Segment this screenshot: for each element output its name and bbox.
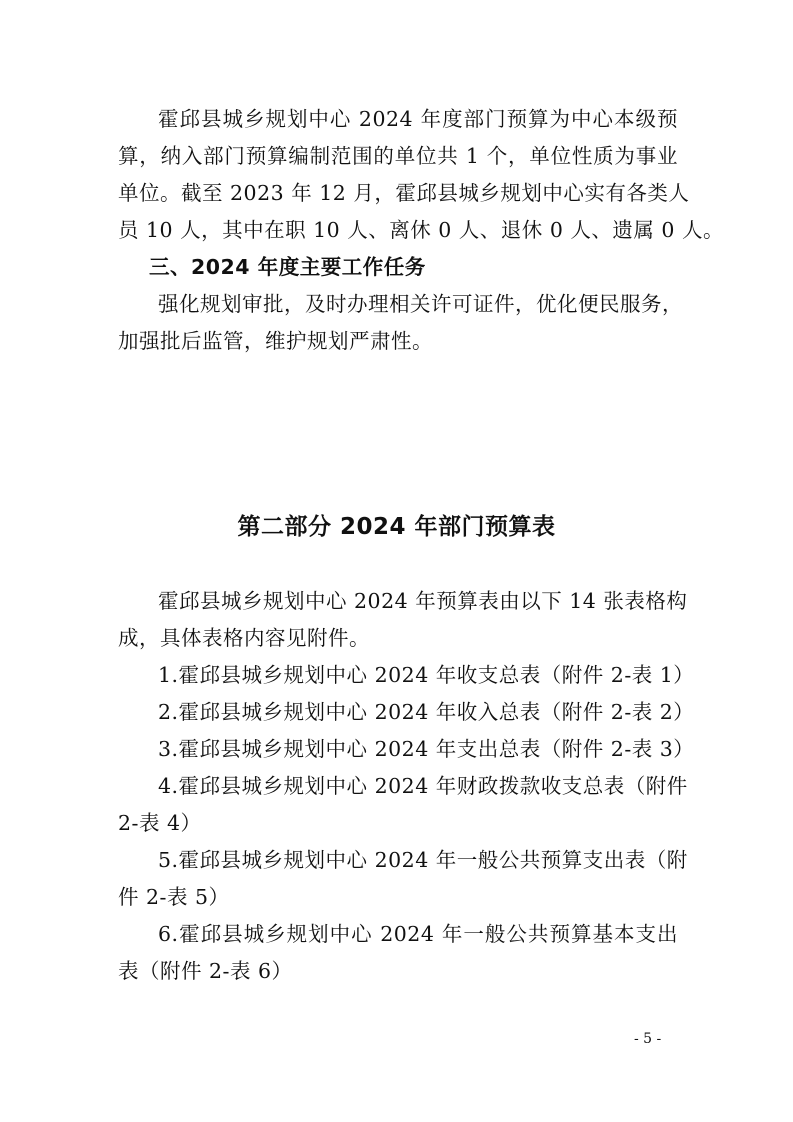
table-list-item: 3.霍邱县城乡规划中心 2024 年支出总表（附件 2-表 3） (158, 737, 695, 761)
section-heading: 三、2024 年度主要工作任务 (149, 255, 426, 279)
intro-line: 霍邱县城乡规划中心 2024 年预算表由以下 14 张表格构 (158, 589, 688, 613)
table-list-item: 5.霍邱县城乡规划中心 2024 年一般公共预算支出表（附 (158, 848, 688, 872)
table-list-item-continuation: 件 2-表 5） (118, 885, 230, 909)
table-list-item: 2.霍邱县城乡规划中心 2024 年收入总表（附件 2-表 2） (158, 700, 695, 724)
table-list-item: 1.霍邱县城乡规划中心 2024 年收支总表（附件 2-表 1） (158, 663, 695, 687)
paragraph-line: 单位。截至 2023 年 12 月，霍邱县城乡规划中心实有各类人 (118, 181, 690, 205)
table-list-item: 4.霍邱县城乡规划中心 2024 年财政拨款收支总表（附件 (158, 774, 688, 798)
paragraph-line: 强化规划审批，及时办理相关许可证件，优化便民服务， (158, 292, 683, 316)
paragraph-line: 员 10 人，其中在职 10 人、离休 0 人、退休 0 人、遗属 0 人。 (118, 218, 724, 242)
table-list-item-continuation: 表（附件 2-表 6） (118, 959, 293, 983)
paragraph-line: 霍邱县城乡规划中心 2024 年度部门预算为中心本级预 (158, 107, 678, 131)
table-list-item-continuation: 2-表 4） (118, 811, 202, 835)
part-title: 第二部分 2024 年部门预算表 (237, 514, 556, 540)
page-number: - 5 - (634, 1031, 662, 1047)
paragraph-line: 加强批后监管，维护规划严肃性。 (118, 329, 433, 353)
paragraph-line: 算，纳入部门预算编制范围的单位共 1 个，单位性质为事业 (118, 144, 678, 168)
intro-line: 成，具体表格内容见附件。 (118, 626, 370, 650)
table-list-item: 6.霍邱县城乡规划中心 2024 年一般公共预算基本支出 (158, 922, 678, 946)
